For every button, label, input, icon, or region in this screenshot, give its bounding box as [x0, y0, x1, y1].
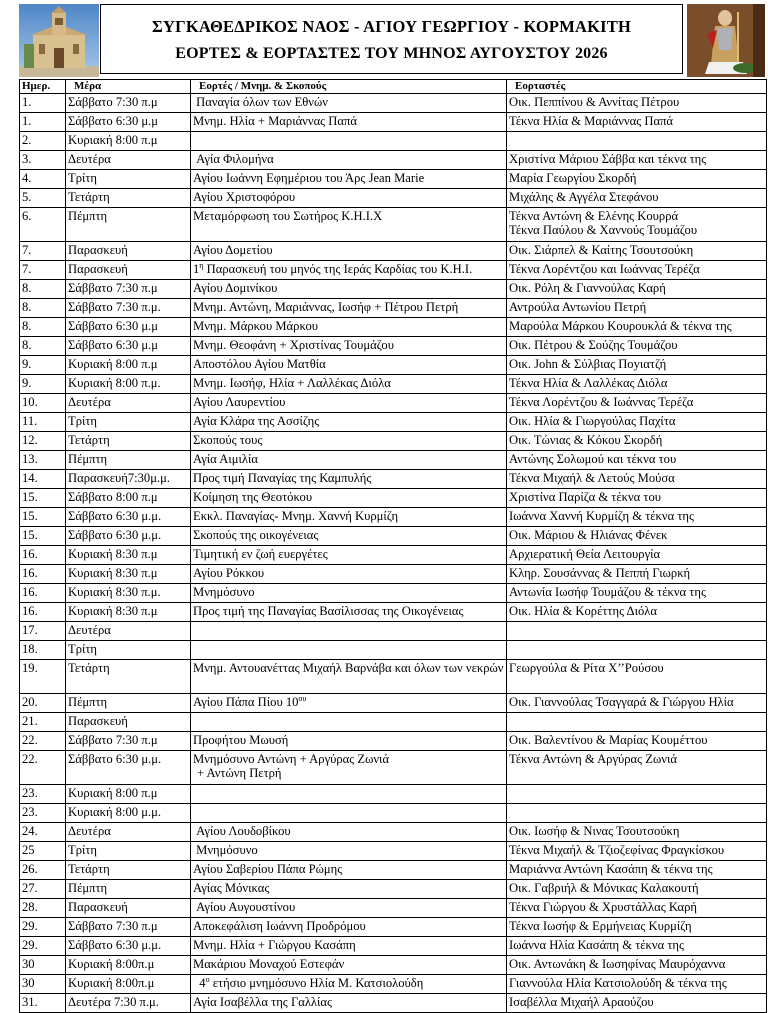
celebrants-cell: Τέκνα Αντώνη & Αργύρας Ζωνιά — [507, 751, 767, 785]
date-cell: 21. — [20, 713, 66, 732]
feast-cell — [191, 785, 507, 804]
day-cell: Παρασκευή — [66, 899, 191, 918]
date-cell: 30 — [20, 975, 66, 994]
feast-cell: Μνημ. Αντώνη, Μαριάννας, Ιωσήφ + Πέτρου Πετρή — [191, 299, 507, 318]
celebrants-cell: Οικ. Βαλεντίνου & Μαρίας Κουμέττου — [507, 732, 767, 751]
feast-line: + Αντώνη Πετρή — [197, 766, 282, 780]
day-cell: Σάββατο 7:30 π.μ — [66, 732, 191, 751]
feast-cell: Μνημόσυνο — [191, 584, 507, 603]
day-cell: Δευτέρα 7:30 π.μ. — [66, 994, 191, 1013]
celebrants-line: Τέκνα Αντώνη & Ελένης Κουρρά — [509, 209, 679, 223]
table-row — [20, 413, 767, 432]
date-cell: 29. — [20, 937, 66, 956]
date-cell: 22. — [20, 751, 66, 785]
feast-cell: Μνημ. Ηλία + Μαριάννας Παπά — [191, 113, 507, 132]
date-cell: 6. — [20, 208, 66, 242]
date-cell: 29. — [20, 918, 66, 937]
feast-number: 1 — [193, 262, 200, 276]
feast-cell — [191, 823, 507, 842]
feast-cell: Αγίου Λαυρεντίου — [191, 394, 507, 413]
date-cell: 16. — [20, 565, 66, 584]
day-cell: Παρασκευή — [66, 242, 191, 261]
feast-cell: Αγίου Σαβερίου Πάπα Ρώμης — [191, 861, 507, 880]
feast-cell: Αγίου Δομετίου — [191, 242, 507, 261]
day-cell: Σάββατο 6:30 μ.μ — [66, 113, 191, 132]
feast-cell — [191, 713, 507, 732]
date-cell: 1. — [20, 113, 66, 132]
feast-ordinal: ου — [298, 693, 307, 703]
table-row — [20, 170, 767, 189]
day-cell: Κυριακή 8:30 π.μ — [66, 546, 191, 565]
celebrants-cell: Ιωάννα Χαννή Κυρμίζη & τέκνα της — [507, 508, 767, 527]
day-cell: Σάββατο 7:30 π.μ — [66, 280, 191, 299]
day-cell: Τετάρτη — [66, 189, 191, 208]
table-row — [20, 899, 767, 918]
feast-cell: Μνημ. Μάρκου Μάρκου — [191, 318, 507, 337]
date-cell: 16. — [20, 546, 66, 565]
celebrants-cell: Οικ. Ιωσήφ & Νινας Τσουτσούκη — [507, 823, 767, 842]
day-cell: Σάββατο 6:30 μ.μ. — [66, 508, 191, 527]
date-cell: 31. — [20, 994, 66, 1013]
feast-ordinal: ο — [205, 974, 210, 984]
celebrants-cell: Μαριάννα Αντώνη Κασάπη & τέκνα της — [507, 861, 767, 880]
feast-cell: Αποκεφάλιση Ιωάννη Προδρόμου — [191, 918, 507, 937]
date-cell: 4. — [20, 170, 66, 189]
day-cell: Σάββατο 7:30 π.μ — [66, 918, 191, 937]
celebrants-cell: Οικ. Μάριου & Ηλιάνας Φένεκ — [507, 527, 767, 546]
celebrants-cell: Οικ. Αντωνάκη & Ιωσηφίνας Μαυρόχαννα — [507, 956, 767, 975]
day-cell: Σάββατο 6:30 μ.μ. — [66, 527, 191, 546]
celebrants-cell: Γεωργούλα & Ρίτα Χ’’Ρούσου — [507, 660, 767, 694]
date-cell: 7. — [20, 242, 66, 261]
table-row — [20, 189, 767, 208]
celebrants-cell: Τέκνα Ηλία & Μαριάννας Παπά — [507, 113, 767, 132]
feast-cell: Προς τιμή Παναγίας της Καμπυλής — [191, 470, 507, 489]
date-cell: 8. — [20, 299, 66, 318]
document-title: ΣΥΓΚΑΘΕΔΡΙΚΟΣ ΝΑΟΣ - ΑΓΙΟΥ ΓΕΩΡΓΙΟΥ - ΚΟΡΜΑΚΙΤΗ — [152, 17, 631, 36]
celebrants-cell: Χριστίνα Παρίζα & τέκνα του — [507, 489, 767, 508]
table-row — [20, 489, 767, 508]
table-row — [20, 937, 767, 956]
feast-cell — [191, 975, 507, 994]
celebrants-cell: Τέκνα Λορέντζου & Ιωάννας Τερέζα — [507, 394, 767, 413]
celebrants-cell: Οικ. Γιαννούλας Τσαγγαρά & Γιώργου Ηλία — [507, 694, 767, 713]
day-cell: Πέμπτη — [66, 694, 191, 713]
day-cell: Παρασκευή7:30μ.μ. — [66, 470, 191, 489]
day-cell: Τρίτη — [66, 842, 191, 861]
schedule-table — [19, 79, 767, 1013]
celebrants-cell: Αντρούλα Αντωνίου Πετρή — [507, 299, 767, 318]
feast-line: Μνημόσυνο Αντώνη + Αργύρας Ζωνιά — [193, 752, 390, 766]
celebrants-cell — [507, 785, 767, 804]
feast-cell: Τιμητική εν ζωή ευεργέτες — [191, 546, 507, 565]
feast-cell: Μνημ. Θεοφάνη + Χριστίνας Τουμάζου — [191, 337, 507, 356]
day-cell: Κυριακή 8:00 π.μ — [66, 132, 191, 151]
feast-cell — [191, 899, 507, 918]
celebrants-cell: Μιχάλης & Αγγέλα Στεφάνου — [507, 189, 767, 208]
table-row — [20, 356, 767, 375]
feast-cell — [191, 842, 507, 861]
feast-cell — [191, 94, 507, 113]
table-row — [20, 694, 767, 713]
date-cell: 18. — [20, 641, 66, 660]
celebrants-cell — [507, 641, 767, 660]
date-cell: 7. — [20, 261, 66, 280]
day-cell: Κυριακή 8:30 π.μ. — [66, 584, 191, 603]
date-cell: 17. — [20, 622, 66, 641]
date-cell: 24. — [20, 823, 66, 842]
feast-cell: Αγίου Χριστοφόρου — [191, 189, 507, 208]
day-cell: Σάββατο 6:30 μ.μ. — [66, 751, 191, 785]
table-row — [20, 432, 767, 451]
day-cell: Δευτέρα — [66, 394, 191, 413]
table-row — [20, 660, 767, 694]
date-cell: 16. — [20, 603, 66, 622]
table-row — [20, 470, 767, 489]
celebrants-cell: Οικ. Ηλία & Γιωργούλας Παχίτα — [507, 413, 767, 432]
date-cell: 19. — [20, 660, 66, 694]
feast-cell: Μνημ. Ιωσήφ, Ηλία + Λαλλέκας Διόλα — [191, 375, 507, 394]
feast-cell: Κοίμηση της Θεοτόκου — [191, 489, 507, 508]
day-cell: Πέμπτη — [66, 880, 191, 899]
document-subtitle: ΕΟΡΤΕΣ & ΕΟΡΤΑΣΤΕΣ ΤΟΥ ΜΗΝΟΣ ΑΥΓΟΥΣΤΟΥ 2026 — [175, 45, 608, 62]
day-cell: Τρίτη — [66, 170, 191, 189]
day-cell: Παρασκευή — [66, 713, 191, 732]
table-row — [20, 975, 767, 994]
table-row — [20, 880, 767, 899]
feast-text: ετήσιο μνημόσυνο Ηλία Μ. Κατσιολούδη — [209, 976, 424, 990]
feast-cell — [191, 132, 507, 151]
date-cell: 9. — [20, 356, 66, 375]
table-row — [20, 622, 767, 641]
feast-cell — [191, 694, 507, 713]
column-header-feast: Εορτές / Μνημ. & Σκοπούς — [191, 80, 507, 94]
celebrants-cell: Τέκνα Λορέντζου και Ιωάννας Τερέζα — [507, 261, 767, 280]
day-cell: Πέμπτη — [66, 208, 191, 242]
day-cell: Παρασκευή — [66, 261, 191, 280]
feast-cell: Μακάριου Μοναχού Εστεφάν — [191, 956, 507, 975]
feast-text: Αγίου Αυγουστίνου — [196, 900, 296, 914]
date-cell: 11. — [20, 413, 66, 432]
feast-cell: Αγία Κλάρα της Ασσίζης — [191, 413, 507, 432]
feast-text: Παρασκευή του μηνός της Ιεράς Καρδίας του Κ.Η.Ι. — [203, 262, 473, 276]
day-cell: Κυριακή 8:00π.μ — [66, 956, 191, 975]
date-cell: 22. — [20, 732, 66, 751]
date-cell: 5. — [20, 189, 66, 208]
date-cell: 25 — [20, 842, 66, 861]
celebrants-cell: Τέκνα Ηλία & Λαλλέκας Διόλα — [507, 375, 767, 394]
feast-text: Αγίου Πάπα Πίου 10 — [193, 695, 299, 709]
celebrants-cell — [507, 804, 767, 823]
table-row — [20, 565, 767, 584]
date-cell: 30 — [20, 956, 66, 975]
feast-cell: Προς τιμή της Παναγίας Βασίλισσας της Οικογένειας — [191, 603, 507, 622]
feast-cell: Αγία Ισαβέλλα της Γαλλίας — [191, 994, 507, 1013]
feast-cell: Αγία Αιμιλία — [191, 451, 507, 470]
table-row — [20, 94, 767, 113]
table-row — [20, 732, 767, 751]
feast-cell — [191, 622, 507, 641]
date-cell: 28. — [20, 899, 66, 918]
date-cell: 3. — [20, 151, 66, 170]
day-cell: Σάββατο 7:30 π.μ — [66, 94, 191, 113]
feast-cell — [191, 641, 507, 660]
celebrants-cell: Τέκνα Μιχαήλ & Λετούς Μούσα — [507, 470, 767, 489]
celebrants-cell: Τέκνα Ιωσήφ & Ερμήνειας Κυρμίζη — [507, 918, 767, 937]
celebrants-cell: Ιωάννα Ηλία Κασάπη & τέκνα της — [507, 937, 767, 956]
date-cell: 20. — [20, 694, 66, 713]
celebrants-cell: Οικ. Σιάρπελ & Καίτης Τσουτσούκη — [507, 242, 767, 261]
header — [0, 0, 768, 78]
celebrants-cell: Αντωνία Ιωσήφ Τουμάζου & τέκνα της — [507, 584, 767, 603]
celebrants-cell: Αρχιερατική Θεία Λειτουργία — [507, 546, 767, 565]
feast-cell: Σκοπούς της οικογένειας — [191, 527, 507, 546]
date-cell: 8. — [20, 337, 66, 356]
celebrants-cell: Οικ. Πέτρου & Σούζης Τουμάζου — [507, 337, 767, 356]
date-cell: 10. — [20, 394, 66, 413]
table-row — [20, 299, 767, 318]
feast-ordinal: η — [199, 260, 204, 270]
date-cell: 15. — [20, 489, 66, 508]
feast-cell: Εκκλ. Παναγίας- Μνημ. Χαννή Κυρμίζη — [191, 508, 507, 527]
celebrants-cell: Οικ. Ηλία & Κορέττης Διόλα — [507, 603, 767, 622]
feast-text: Αγία Φιλομήνα — [196, 152, 274, 166]
feast-cell — [191, 151, 507, 170]
table-row — [20, 527, 767, 546]
feast-text: Αγίου Λουδοβίκου — [196, 824, 291, 838]
day-cell: Κυριακή 8:00 π.μ. — [66, 375, 191, 394]
table-row — [20, 918, 767, 937]
table-row — [20, 113, 767, 132]
celebrants-cell: Χριστίνα Μάριου Σάββα και τέκνα της — [507, 151, 767, 170]
day-cell: Κυριακή 8:00 π.μ — [66, 356, 191, 375]
feast-cell: Αγίου Δομινίκου — [191, 280, 507, 299]
day-cell: Σάββατο 6:30 μ.μ — [66, 337, 191, 356]
feast-cell: Μνημ. Ηλία + Γιώργου Κασάπη — [191, 937, 507, 956]
feast-cell — [191, 804, 507, 823]
date-cell: 26. — [20, 861, 66, 880]
date-cell: 14. — [20, 470, 66, 489]
day-cell: Σάββατο 6:30 μ.μ — [66, 318, 191, 337]
celebrants-cell: Μαρούλα Μάρκου Κουρουκλά & τέκνα της — [507, 318, 767, 337]
day-cell: Κυριακή 8:00 μ.μ. — [66, 804, 191, 823]
feast-cell: Αποστόλου Αγίου Ματθία — [191, 356, 507, 375]
church-photo — [19, 4, 99, 77]
date-cell: 2. — [20, 132, 66, 151]
table-row — [20, 280, 767, 299]
table-row — [20, 603, 767, 622]
feast-cell: Αγίου Ρόκκου — [191, 565, 507, 584]
day-cell: Δευτέρα — [66, 823, 191, 842]
table-row — [20, 208, 767, 242]
day-cell: Τετάρτη — [66, 432, 191, 451]
column-header-date: Ημερ. — [20, 80, 66, 94]
table-row — [20, 823, 767, 842]
date-cell: 1. — [20, 94, 66, 113]
celebrants-cell: Οικ. Ρόλη & Γιαννούλας Καρή — [507, 280, 767, 299]
celebrants-cell: Οικ. Πεππίνου & Αννίτας Πέτρου — [507, 94, 767, 113]
date-cell: 9. — [20, 375, 66, 394]
celebrants-cell: Αντώνης Σολωμού και τέκνα του — [507, 451, 767, 470]
day-cell: Κυριακή 8:00π.μ — [66, 975, 191, 994]
day-cell: Πέμπτη — [66, 451, 191, 470]
day-cell: Δευτέρα — [66, 622, 191, 641]
date-cell: 23. — [20, 804, 66, 823]
feast-text: Παναγία όλων των Εθνών — [196, 95, 328, 109]
celebrants-cell: Κληρ. Σουσάννας & Πεππή Γιωρκή — [507, 565, 767, 584]
celebrants-line: Τέκνα Παύλου & Χαννούς Τουμάζου — [509, 223, 698, 237]
day-cell: Τετάρτη — [66, 660, 191, 694]
day-cell: Τρίτη — [66, 641, 191, 660]
date-cell: 23. — [20, 785, 66, 804]
celebrants-cell — [507, 132, 767, 151]
feast-text: Μνημόσυνο — [196, 843, 258, 857]
table-row — [20, 804, 767, 823]
day-cell: Κυριακή 8:30 π.μ — [66, 565, 191, 584]
feast-cell — [191, 261, 507, 280]
day-cell: Τετάρτη — [66, 861, 191, 880]
table-row — [20, 151, 767, 170]
table-row — [20, 861, 767, 880]
feast-cell: Σκοπούς τους — [191, 432, 507, 451]
date-cell: 8. — [20, 318, 66, 337]
feast-cell: Μεταμόρφωση του Σωτήρος Κ.Η.Ι.Χ — [191, 208, 507, 242]
celebrants-cell — [507, 713, 767, 732]
day-cell: Δευτέρα — [66, 151, 191, 170]
table-row — [20, 508, 767, 527]
table-row — [20, 785, 767, 804]
table-row — [20, 394, 767, 413]
day-cell: Σάββατο 7:30 π.μ. — [66, 299, 191, 318]
table-row — [20, 584, 767, 603]
date-cell: 13. — [20, 451, 66, 470]
date-cell: 16. — [20, 584, 66, 603]
table-header-row — [20, 80, 767, 94]
feast-cell: Προφήτου Μωυσή — [191, 732, 507, 751]
celebrants-cell: Τέκνα Μιχαήλ & Τζιοζεφίνας Φραγκίσκου — [507, 842, 767, 861]
title-box — [100, 4, 683, 74]
day-cell: Σάββατο 8:00 π.μ — [66, 489, 191, 508]
date-cell: 15. — [20, 508, 66, 527]
celebrants-cell: Ισαβέλλα Μιχαήλ Αραούζου — [507, 994, 767, 1013]
column-header-day: Μέρα — [66, 80, 191, 94]
table-row — [20, 713, 767, 732]
date-cell: 8. — [20, 280, 66, 299]
feast-cell: Αγίου Ιωάννη Εφημέριου του Άρς Jean Marie — [191, 170, 507, 189]
table-row — [20, 956, 767, 975]
celebrants-cell: Τέκνα Γιώργου & Χρυστάλλας Καρή — [507, 899, 767, 918]
table-row — [20, 842, 767, 861]
column-header-celebrants: Εορταστές — [507, 80, 767, 94]
day-cell: Τρίτη — [66, 413, 191, 432]
feast-cell: Μνημ. Αντουανέττας Μιχαήλ Βαρνάβα και όλων των νεκρών — [191, 660, 507, 694]
celebrants-cell — [507, 622, 767, 641]
date-cell: 15. — [20, 527, 66, 546]
table-row — [20, 546, 767, 565]
day-cell: Σάββατο 6:30 μ.μ. — [66, 937, 191, 956]
date-cell: 27. — [20, 880, 66, 899]
celebrants-cell: Μαρία Γεωργίου Σκορδή — [507, 170, 767, 189]
feast-number: 4 — [199, 976, 206, 990]
day-cell: Κυριακή 8:30 π.μ — [66, 603, 191, 622]
celebrants-cell: Οικ. Γαβριήλ & Μόνικας Καλακουτή — [507, 880, 767, 899]
saint-statue-photo — [687, 4, 765, 77]
table-row — [20, 641, 767, 660]
day-cell: Κυριακή 8:00 π.μ — [66, 785, 191, 804]
table-row — [20, 132, 767, 151]
date-cell: 12. — [20, 432, 66, 451]
celebrants-cell: Οικ. Τώνιας & Κόκου Σκορδή — [507, 432, 767, 451]
table-row — [20, 318, 767, 337]
celebrants-cell: Γιαννούλα Ηλία Κατσιολούδη & τέκνα της — [507, 975, 767, 994]
celebrants-cell — [507, 208, 767, 242]
table-row — [20, 337, 767, 356]
feast-cell — [191, 751, 507, 785]
celebrants-cell: Οικ. John & Σύλβιας Ποyιατζή — [507, 356, 767, 375]
table-row — [20, 261, 767, 280]
table-row — [20, 751, 767, 785]
table-row — [20, 375, 767, 394]
feast-cell: Αγίας Μόνικας — [191, 880, 507, 899]
table-row — [20, 451, 767, 470]
table-row — [20, 994, 767, 1013]
table-row — [20, 242, 767, 261]
